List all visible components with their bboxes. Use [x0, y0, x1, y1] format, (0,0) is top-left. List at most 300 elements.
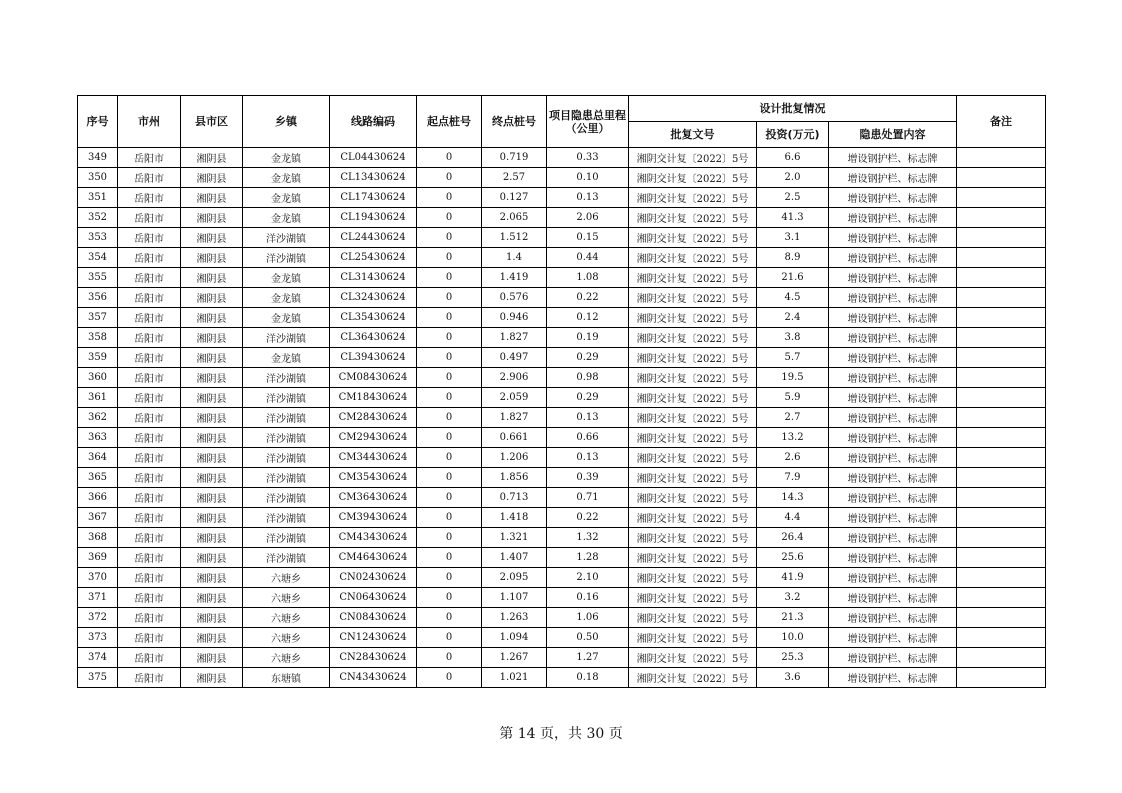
table-row — [78, 248, 1046, 268]
cell-road-code: CM35430624 — [330, 468, 417, 488]
cell-end-stake: 1.512 — [482, 228, 547, 248]
cell-seq: 367 — [78, 508, 118, 528]
cell-end-stake: 1.827 — [482, 328, 547, 348]
cell-treatment: 增设钢护栏、标志牌 — [829, 488, 957, 508]
cell-county: 湘阴县 — [181, 228, 243, 248]
cell-remarks — [957, 168, 1046, 188]
cell-seq: 362 — [78, 408, 118, 428]
cell-county: 湘阴县 — [181, 328, 243, 348]
cell-investment: 14.3 — [757, 488, 829, 508]
cell-seq: 373 — [78, 628, 118, 648]
cell-end-stake: 0.719 — [482, 148, 547, 168]
cell-investment: 41.3 — [757, 208, 829, 228]
cell-approval-doc: 湘阴交计复〔2022〕5号 — [629, 188, 757, 208]
cell-road-code: CM46430624 — [330, 548, 417, 568]
cell-total-length: 0.12 — [547, 308, 629, 328]
cell-road-code: CL19430624 — [330, 208, 417, 228]
cell-investment: 5.7 — [757, 348, 829, 368]
cell-seq: 361 — [78, 388, 118, 408]
cell-road-code: CM34430624 — [330, 448, 417, 468]
cell-total-length: 1.27 — [547, 648, 629, 668]
cell-investment: 13.2 — [757, 428, 829, 448]
cell-seq: 360 — [78, 368, 118, 388]
cell-city: 岳阳市 — [118, 548, 181, 568]
cell-end-stake: 2.57 — [482, 168, 547, 188]
table-row — [78, 208, 1046, 228]
cell-end-stake: 1.419 — [482, 268, 547, 288]
cell-start-stake: 0 — [417, 408, 482, 428]
cell-remarks — [957, 588, 1046, 608]
cell-seq: 370 — [78, 568, 118, 588]
cell-total-length: 0.18 — [547, 668, 629, 688]
cell-treatment: 增设钢护栏、标志牌 — [829, 588, 957, 608]
cell-road-code: CL39430624 — [330, 348, 417, 368]
cell-approval-doc: 湘阴交计复〔2022〕5号 — [629, 588, 757, 608]
cell-remarks — [957, 408, 1046, 428]
table-row — [78, 148, 1046, 168]
cell-start-stake: 0 — [417, 268, 482, 288]
cell-treatment: 增设钢护栏、标志牌 — [829, 388, 957, 408]
cell-investment: 41.9 — [757, 568, 829, 588]
cell-city: 岳阳市 — [118, 208, 181, 228]
cell-approval-doc: 湘阴交计复〔2022〕5号 — [629, 628, 757, 648]
table-row — [78, 388, 1046, 408]
cell-town: 六塘乡 — [243, 628, 330, 648]
cell-investment: 2.4 — [757, 308, 829, 328]
cell-total-length: 0.13 — [547, 448, 629, 468]
cell-approval-doc: 湘阴交计复〔2022〕5号 — [629, 368, 757, 388]
cell-treatment: 增设钢护栏、标志牌 — [829, 348, 957, 368]
cell-investment: 3.1 — [757, 228, 829, 248]
table-row — [78, 428, 1046, 448]
cell-investment: 4.5 — [757, 288, 829, 308]
cell-county: 湘阴县 — [181, 568, 243, 588]
table-row — [78, 648, 1046, 668]
cell-treatment: 增设钢护栏、标志牌 — [829, 508, 957, 528]
cell-town: 六塘乡 — [243, 588, 330, 608]
cell-treatment: 增设钢护栏、标志牌 — [829, 228, 957, 248]
cell-start-stake: 0 — [417, 248, 482, 268]
cell-start-stake: 0 — [417, 288, 482, 308]
table-row — [78, 288, 1046, 308]
cell-treatment: 增设钢护栏、标志牌 — [829, 168, 957, 188]
cell-seq: 357 — [78, 308, 118, 328]
cell-treatment: 增设钢护栏、标志牌 — [829, 288, 957, 308]
cell-city: 岳阳市 — [118, 408, 181, 428]
cell-total-length: 0.33 — [547, 148, 629, 168]
cell-town: 金龙镇 — [243, 288, 330, 308]
cell-end-stake: 0.661 — [482, 428, 547, 448]
cell-remarks — [957, 648, 1046, 668]
table-row — [78, 528, 1046, 548]
cell-total-length: 0.29 — [547, 388, 629, 408]
cell-investment: 10.0 — [757, 628, 829, 648]
cell-remarks — [957, 548, 1046, 568]
cell-seq: 350 — [78, 168, 118, 188]
cell-investment: 2.7 — [757, 408, 829, 428]
cell-seq: 371 — [78, 588, 118, 608]
cell-total-length: 0.22 — [547, 288, 629, 308]
cell-investment: 2.5 — [757, 188, 829, 208]
cell-town: 金龙镇 — [243, 308, 330, 328]
cell-remarks — [957, 368, 1046, 388]
cell-end-stake: 1.021 — [482, 668, 547, 688]
cell-road-code: CM39430624 — [330, 508, 417, 528]
cell-investment: 25.6 — [757, 548, 829, 568]
cell-city: 岳阳市 — [118, 348, 181, 368]
cell-end-stake: 2.095 — [482, 568, 547, 588]
cell-road-code: CL04430624 — [330, 148, 417, 168]
cell-investment: 3.8 — [757, 328, 829, 348]
cell-town: 金龙镇 — [243, 268, 330, 288]
cell-treatment: 增设钢护栏、标志牌 — [829, 628, 957, 648]
cell-seq: 375 — [78, 668, 118, 688]
cell-town: 洋沙湖镇 — [243, 388, 330, 408]
cell-seq: 351 — [78, 188, 118, 208]
table-row — [78, 228, 1046, 248]
cell-remarks — [957, 148, 1046, 168]
cell-county: 湘阴县 — [181, 248, 243, 268]
cell-end-stake: 1.321 — [482, 528, 547, 548]
cell-remarks — [957, 248, 1046, 268]
header-start-stake: 起点桩号 — [417, 96, 482, 148]
cell-city: 岳阳市 — [118, 428, 181, 448]
cell-city: 岳阳市 — [118, 288, 181, 308]
cell-start-stake: 0 — [417, 648, 482, 668]
cell-city: 岳阳市 — [118, 588, 181, 608]
cell-start-stake: 0 — [417, 428, 482, 448]
cell-approval-doc: 湘阴交计复〔2022〕5号 — [629, 508, 757, 528]
cell-end-stake: 1.263 — [482, 608, 547, 628]
cell-total-length: 0.15 — [547, 228, 629, 248]
cell-town: 六塘乡 — [243, 648, 330, 668]
header-treatment: 隐患处置内容 — [829, 122, 957, 148]
cell-end-stake: 0.713 — [482, 488, 547, 508]
cell-total-length: 0.10 — [547, 168, 629, 188]
cell-county: 湘阴县 — [181, 668, 243, 688]
header-county: 县市区 — [181, 96, 243, 148]
cell-approval-doc: 湘阴交计复〔2022〕5号 — [629, 648, 757, 668]
cell-start-stake: 0 — [417, 328, 482, 348]
cell-end-stake: 0.946 — [482, 308, 547, 328]
cell-total-length: 1.08 — [547, 268, 629, 288]
cell-approval-doc: 湘阴交计复〔2022〕5号 — [629, 428, 757, 448]
cell-town: 洋沙湖镇 — [243, 488, 330, 508]
cell-investment: 6.6 — [757, 148, 829, 168]
cell-county: 湘阴县 — [181, 488, 243, 508]
cell-seq: 368 — [78, 528, 118, 548]
cell-total-length: 0.13 — [547, 408, 629, 428]
cell-total-length: 1.28 — [547, 548, 629, 568]
cell-city: 岳阳市 — [118, 528, 181, 548]
cell-county: 湘阴县 — [181, 168, 243, 188]
cell-road-code: CM28430624 — [330, 408, 417, 428]
cell-county: 湘阴县 — [181, 348, 243, 368]
cell-start-stake: 0 — [417, 368, 482, 388]
cell-city: 岳阳市 — [118, 368, 181, 388]
cell-treatment: 增设钢护栏、标志牌 — [829, 428, 957, 448]
cell-total-length: 0.16 — [547, 588, 629, 608]
cell-city: 岳阳市 — [118, 168, 181, 188]
cell-county: 湘阴县 — [181, 508, 243, 528]
cell-end-stake: 1.856 — [482, 468, 547, 488]
cell-approval-doc: 湘阴交计复〔2022〕5号 — [629, 408, 757, 428]
table-row — [78, 548, 1046, 568]
cell-town: 洋沙湖镇 — [243, 548, 330, 568]
cell-city: 岳阳市 — [118, 448, 181, 468]
cell-start-stake: 0 — [417, 628, 482, 648]
cell-total-length: 0.50 — [547, 628, 629, 648]
cell-county: 湘阴县 — [181, 528, 243, 548]
cell-investment: 21.6 — [757, 268, 829, 288]
cell-treatment: 增设钢护栏、标志牌 — [829, 148, 957, 168]
cell-investment: 19.5 — [757, 368, 829, 388]
cell-total-length: 0.66 — [547, 428, 629, 448]
cell-approval-doc: 湘阴交计复〔2022〕5号 — [629, 568, 757, 588]
hazard-remediation-table — [77, 95, 1046, 688]
cell-start-stake: 0 — [417, 208, 482, 228]
cell-treatment: 增设钢护栏、标志牌 — [829, 208, 957, 228]
cell-approval-doc: 湘阴交计复〔2022〕5号 — [629, 668, 757, 688]
cell-end-stake: 2.065 — [482, 208, 547, 228]
cell-start-stake: 0 — [417, 168, 482, 188]
cell-town: 金龙镇 — [243, 188, 330, 208]
cell-approval-doc: 湘阴交计复〔2022〕5号 — [629, 488, 757, 508]
cell-seq: 372 — [78, 608, 118, 628]
cell-approval-doc: 湘阴交计复〔2022〕5号 — [629, 468, 757, 488]
cell-city: 岳阳市 — [118, 388, 181, 408]
cell-approval-doc: 湘阴交计复〔2022〕5号 — [629, 308, 757, 328]
cell-approval-doc: 湘阴交计复〔2022〕5号 — [629, 528, 757, 548]
cell-total-length: 0.98 — [547, 368, 629, 388]
cell-treatment: 增设钢护栏、标志牌 — [829, 648, 957, 668]
cell-remarks — [957, 488, 1046, 508]
table-row — [78, 368, 1046, 388]
cell-investment: 26.4 — [757, 528, 829, 548]
cell-town: 洋沙湖镇 — [243, 248, 330, 268]
cell-remarks — [957, 268, 1046, 288]
cell-seq: 359 — [78, 348, 118, 368]
table-row — [78, 308, 1046, 328]
cell-seq: 356 — [78, 288, 118, 308]
cell-investment: 8.9 — [757, 248, 829, 268]
cell-approval-doc: 湘阴交计复〔2022〕5号 — [629, 388, 757, 408]
cell-remarks — [957, 608, 1046, 628]
cell-approval-doc: 湘阴交计复〔2022〕5号 — [629, 288, 757, 308]
cell-seq: 363 — [78, 428, 118, 448]
table-row — [78, 608, 1046, 628]
cell-treatment: 增设钢护栏、标志牌 — [829, 568, 957, 588]
cell-town: 东塘镇 — [243, 668, 330, 688]
cell-total-length: 0.29 — [547, 348, 629, 368]
cell-treatment: 增设钢护栏、标志牌 — [829, 608, 957, 628]
cell-approval-doc: 湘阴交计复〔2022〕5号 — [629, 148, 757, 168]
cell-end-stake: 2.906 — [482, 368, 547, 388]
cell-end-stake: 0.497 — [482, 348, 547, 368]
cell-road-code: CM18430624 — [330, 388, 417, 408]
cell-seq: 358 — [78, 328, 118, 348]
cell-treatment: 增设钢护栏、标志牌 — [829, 248, 957, 268]
cell-start-stake: 0 — [417, 188, 482, 208]
cell-county: 湘阴县 — [181, 448, 243, 468]
table-row — [78, 448, 1046, 468]
cell-city: 岳阳市 — [118, 488, 181, 508]
cell-treatment: 增设钢护栏、标志牌 — [829, 268, 957, 288]
header-remarks: 备注 — [957, 96, 1046, 148]
cell-approval-doc: 湘阴交计复〔2022〕5号 — [629, 168, 757, 188]
cell-end-stake: 1.4 — [482, 248, 547, 268]
cell-county: 湘阴县 — [181, 388, 243, 408]
cell-town: 金龙镇 — [243, 168, 330, 188]
cell-investment: 2.0 — [757, 168, 829, 188]
table-row — [78, 268, 1046, 288]
cell-approval-doc: 湘阴交计复〔2022〕5号 — [629, 328, 757, 348]
cell-county: 湘阴县 — [181, 468, 243, 488]
cell-start-stake: 0 — [417, 148, 482, 168]
cell-seq: 374 — [78, 648, 118, 668]
cell-total-length: 0.13 — [547, 188, 629, 208]
cell-end-stake: 1.107 — [482, 588, 547, 608]
cell-end-stake: 0.127 — [482, 188, 547, 208]
cell-city: 岳阳市 — [118, 468, 181, 488]
cell-town: 洋沙湖镇 — [243, 448, 330, 468]
cell-remarks — [957, 628, 1046, 648]
cell-road-code: CL24430624 — [330, 228, 417, 248]
cell-city: 岳阳市 — [118, 248, 181, 268]
cell-investment: 2.6 — [757, 448, 829, 468]
cell-seq: 365 — [78, 468, 118, 488]
cell-city: 岳阳市 — [118, 328, 181, 348]
cell-approval-doc: 湘阴交计复〔2022〕5号 — [629, 228, 757, 248]
cell-county: 湘阴县 — [181, 148, 243, 168]
cell-start-stake: 0 — [417, 388, 482, 408]
cell-road-code: CL25430624 — [330, 248, 417, 268]
table-row — [78, 488, 1046, 508]
cell-county: 湘阴县 — [181, 428, 243, 448]
cell-road-code: CN43430624 — [330, 668, 417, 688]
table-body — [78, 148, 1046, 688]
cell-remarks — [957, 228, 1046, 248]
cell-remarks — [957, 468, 1046, 488]
cell-road-code: CN28430624 — [330, 648, 417, 668]
cell-start-stake: 0 — [417, 528, 482, 548]
cell-remarks — [957, 208, 1046, 228]
cell-treatment: 增设钢护栏、标志牌 — [829, 368, 957, 388]
cell-city: 岳阳市 — [118, 648, 181, 668]
cell-road-code: CL32430624 — [330, 288, 417, 308]
cell-approval-doc: 湘阴交计复〔2022〕5号 — [629, 268, 757, 288]
cell-start-stake: 0 — [417, 228, 482, 248]
cell-approval-doc: 湘阴交计复〔2022〕5号 — [629, 248, 757, 268]
cell-road-code: CN06430624 — [330, 588, 417, 608]
cell-end-stake: 1.418 — [482, 508, 547, 528]
cell-seq: 369 — [78, 548, 118, 568]
cell-treatment: 增设钢护栏、标志牌 — [829, 548, 957, 568]
cell-city: 岳阳市 — [118, 668, 181, 688]
cell-county: 湘阴县 — [181, 368, 243, 388]
cell-county: 湘阴县 — [181, 268, 243, 288]
cell-town: 六塘乡 — [243, 608, 330, 628]
cell-seq: 364 — [78, 448, 118, 468]
cell-remarks — [957, 348, 1046, 368]
cell-town: 洋沙湖镇 — [243, 228, 330, 248]
cell-road-code: CL35430624 — [330, 308, 417, 328]
cell-remarks — [957, 568, 1046, 588]
cell-city: 岳阳市 — [118, 188, 181, 208]
cell-county: 湘阴县 — [181, 648, 243, 668]
cell-start-stake: 0 — [417, 468, 482, 488]
table-row — [78, 668, 1046, 688]
cell-road-code: CL13430624 — [330, 168, 417, 188]
cell-remarks — [957, 388, 1046, 408]
cell-county: 湘阴县 — [181, 548, 243, 568]
cell-county: 湘阴县 — [181, 608, 243, 628]
cell-county: 湘阴县 — [181, 308, 243, 328]
cell-town: 洋沙湖镇 — [243, 408, 330, 428]
cell-county: 湘阴县 — [181, 628, 243, 648]
header-seq: 序号 — [78, 96, 118, 148]
cell-total-length: 0.44 — [547, 248, 629, 268]
cell-seq: 349 — [78, 148, 118, 168]
table-row — [78, 568, 1046, 588]
cell-total-length: 1.32 — [547, 528, 629, 548]
table-row — [78, 508, 1046, 528]
cell-road-code: CL31430624 — [330, 268, 417, 288]
cell-road-code: CL36430624 — [330, 328, 417, 348]
table-row — [78, 408, 1046, 428]
cell-total-length: 0.19 — [547, 328, 629, 348]
cell-town: 六塘乡 — [243, 568, 330, 588]
cell-remarks — [957, 668, 1046, 688]
cell-city: 岳阳市 — [118, 268, 181, 288]
cell-remarks — [957, 448, 1046, 468]
cell-start-stake: 0 — [417, 448, 482, 468]
cell-investment: 21.3 — [757, 608, 829, 628]
cell-start-stake: 0 — [417, 508, 482, 528]
cell-city: 岳阳市 — [118, 308, 181, 328]
cell-approval-doc: 湘阴交计复〔2022〕5号 — [629, 548, 757, 568]
cell-remarks — [957, 528, 1046, 548]
cell-total-length: 0.22 — [547, 508, 629, 528]
cell-road-code: CL17430624 — [330, 188, 417, 208]
table-row — [78, 348, 1046, 368]
cell-county: 湘阴县 — [181, 588, 243, 608]
cell-start-stake: 0 — [417, 608, 482, 628]
cell-approval-doc: 湘阴交计复〔2022〕5号 — [629, 208, 757, 228]
cell-remarks — [957, 508, 1046, 528]
cell-treatment: 增设钢护栏、标志牌 — [829, 668, 957, 688]
cell-total-length: 2.10 — [547, 568, 629, 588]
cell-city: 岳阳市 — [118, 608, 181, 628]
cell-investment: 4.4 — [757, 508, 829, 528]
cell-road-code: CN02430624 — [330, 568, 417, 588]
cell-total-length: 2.06 — [547, 208, 629, 228]
cell-remarks — [957, 188, 1046, 208]
cell-end-stake: 1.407 — [482, 548, 547, 568]
cell-city: 岳阳市 — [118, 628, 181, 648]
cell-town: 金龙镇 — [243, 348, 330, 368]
cell-end-stake: 1.267 — [482, 648, 547, 668]
cell-treatment: 增设钢护栏、标志牌 — [829, 408, 957, 428]
cell-investment: 3.6 — [757, 668, 829, 688]
cell-treatment: 增设钢护栏、标志牌 — [829, 468, 957, 488]
cell-seq: 355 — [78, 268, 118, 288]
cell-road-code: CN12430624 — [330, 628, 417, 648]
cell-remarks — [957, 288, 1046, 308]
cell-investment: 5.9 — [757, 388, 829, 408]
cell-approval-doc: 湘阴交计复〔2022〕5号 — [629, 608, 757, 628]
header-city: 市州 — [118, 96, 181, 148]
